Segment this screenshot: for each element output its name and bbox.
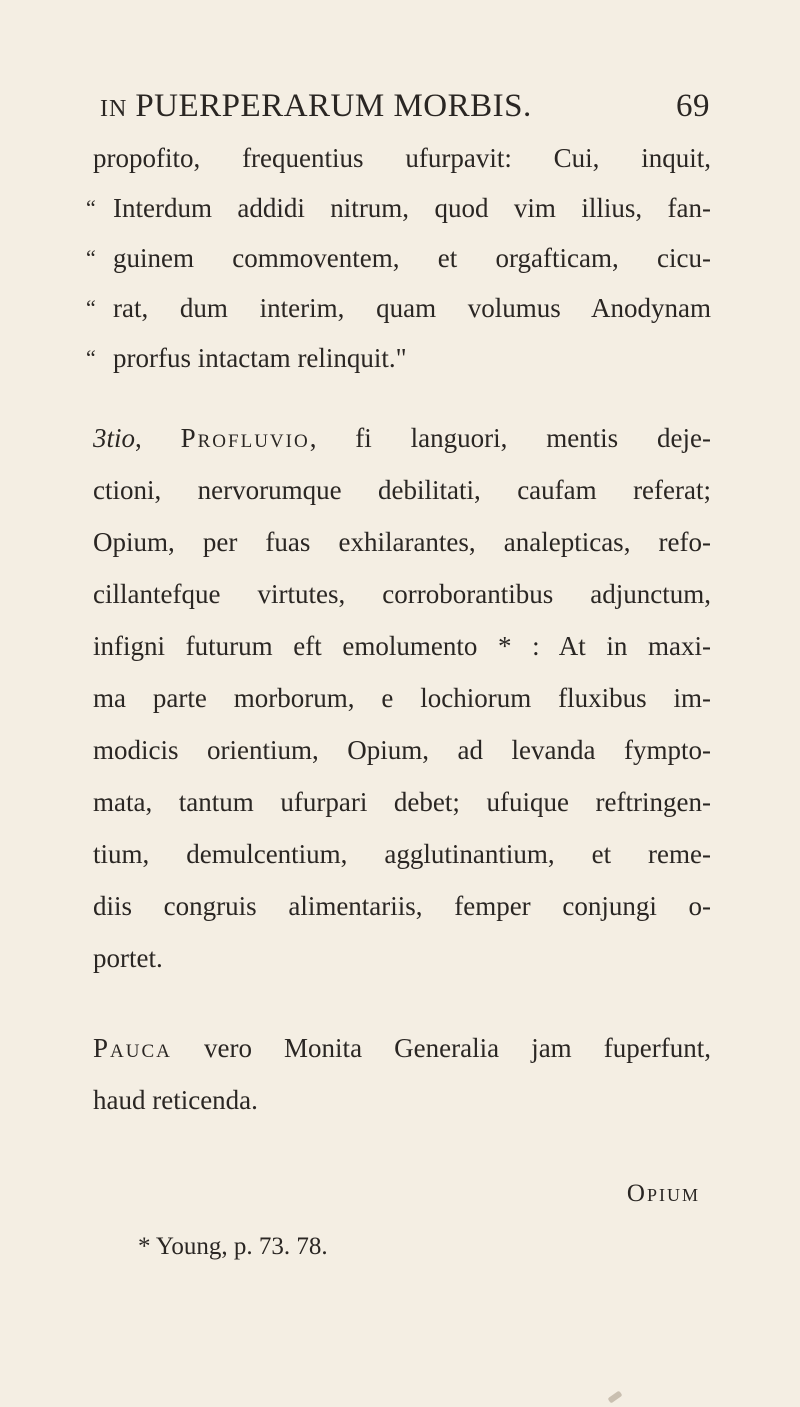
text-line: infigni futurum eft emolumento * : At in maxi- — [93, 631, 711, 661]
text-line: tium, demulcentium, agglutinantium, et reme- — [93, 839, 711, 869]
ordinal-marker: 3tio — [93, 423, 136, 453]
lead-word: Pauca — [93, 1033, 172, 1063]
page-number: 69 — [676, 88, 710, 124]
text-line: diis congruis alimentariis, femper conjungi o- — [93, 891, 711, 921]
lead-line-rest: vero Monita Generalia jam fuperfunt, — [171, 1033, 711, 1063]
running-head-title: PUERPERARUM MORBIS. — [135, 88, 532, 124]
running-head — [100, 88, 710, 138]
quote-mark: “ — [86, 245, 96, 270]
footnote: * Young, p. 73. 78. — [138, 1233, 328, 1260]
quote-mark: “ — [86, 195, 96, 220]
text-line: rat, dum interim, quam volumus Anodynam — [113, 293, 711, 323]
text-line: ma parte morborum, e lochiorum fluxibus im- — [93, 683, 711, 713]
quote-mark: “ — [86, 345, 96, 370]
text-line: cillantefque virtutes, corroborantibus adjunctum, — [93, 579, 711, 609]
text-line: haud reticenda. — [93, 1085, 258, 1115]
text-line: guinem commoventem, et orgafticam, cicu- — [113, 243, 711, 273]
paper-blemish — [608, 1391, 623, 1404]
quote-mark: “ — [86, 295, 96, 320]
text-line: propofito, frequentius ufurpavit: Cui, inquit, — [93, 143, 711, 173]
text-line: Opium, per fuas exhilarantes, analepticas, refo- — [93, 527, 711, 557]
text-line: prorfus intactam relinquit." — [113, 343, 407, 373]
text-line: modicis orientium, Opium, ad levanda fympto- — [93, 735, 711, 765]
text-line: ctioni, nervorumque debilitati, caufam referat; — [93, 475, 711, 505]
running-head-prefix: IN — [100, 96, 128, 122]
text-line: Interdum addidi nitrum, quod vim illius, fan- — [113, 193, 711, 223]
catchword: Opium — [626, 1180, 700, 1207]
text-line: mata, tantum ufurpari debet; ufuique reftringen- — [93, 787, 711, 817]
text-line: portet. — [93, 943, 163, 973]
comma-separator: , — [135, 423, 181, 453]
paragraph-lead-line — [93, 1030, 711, 1066]
lead-line-rest: , fi languori, mentis deje- — [309, 423, 711, 453]
paragraph-lead-line — [93, 420, 711, 456]
lead-word: Profluvio — [180, 423, 310, 453]
